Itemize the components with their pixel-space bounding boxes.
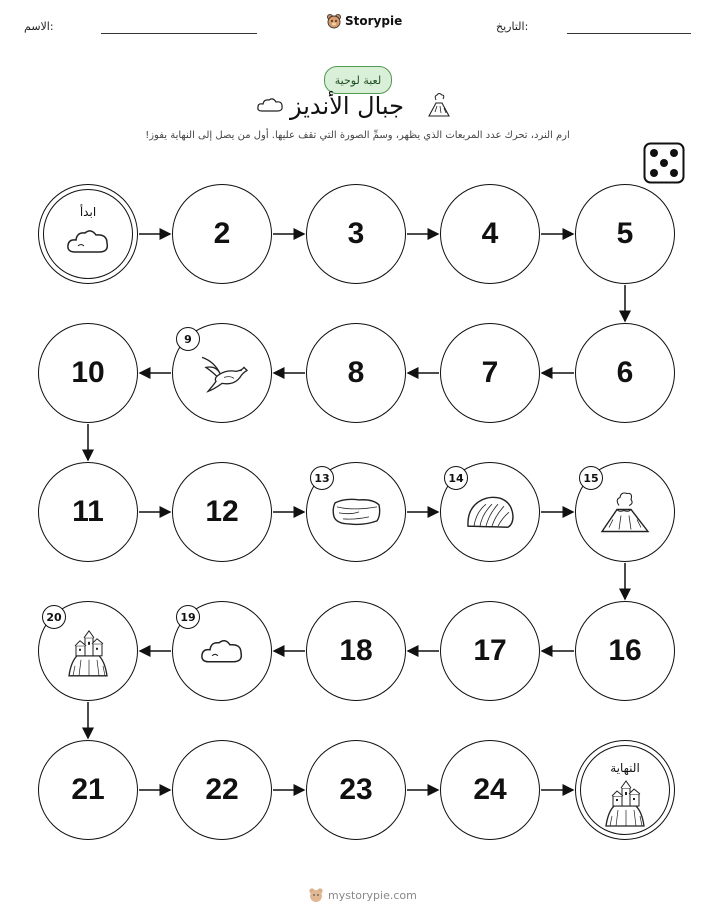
mountain-town-icon (600, 776, 650, 832)
name-label: الاسم: (24, 20, 54, 33)
page-title: جبال الأنديز (290, 92, 405, 120)
square-number: 8 (347, 356, 365, 389)
square-number-badge: 9 (176, 327, 200, 351)
cloud-icon (65, 225, 111, 261)
board-square-19 (172, 601, 272, 701)
board-square-7 (440, 323, 540, 423)
footer (308, 887, 417, 903)
square-number: 10 (71, 356, 105, 389)
bear-icon (308, 887, 324, 903)
board-square-20 (38, 601, 138, 701)
square-number-badge: 13 (310, 466, 334, 490)
square-number: 5 (616, 217, 634, 250)
board-square-11 (38, 462, 138, 562)
square-number-badge: 15 (579, 466, 603, 490)
square-number: 3 (347, 217, 365, 250)
square-number: 18 (339, 634, 373, 667)
square-number: 16 (608, 634, 642, 667)
square-number: 23 (339, 773, 373, 806)
bird-icon (194, 351, 250, 399)
date-label: التاريخ: (496, 20, 529, 33)
square-number: 17 (473, 634, 507, 667)
square-number: 7 (481, 356, 499, 389)
board-square-4 (440, 184, 540, 284)
board-square-17 (440, 601, 540, 701)
game-type-badge: لعبة لوحية (324, 66, 392, 94)
start-square (38, 184, 138, 284)
board-square-15 (575, 462, 675, 562)
board-square-2 (172, 184, 272, 284)
square-number: 2 (213, 217, 231, 250)
square-number: 22 (205, 773, 239, 806)
board-square-5 (575, 184, 675, 284)
square-number-badge: 19 (176, 605, 200, 629)
board-square-9 (172, 323, 272, 423)
volcano-icon (599, 490, 651, 540)
board-square-6 (575, 323, 675, 423)
square-number-badge: 14 (444, 466, 468, 490)
cloud-icon (199, 635, 245, 671)
board-square-21 (38, 740, 138, 840)
square-number: 21 (71, 773, 105, 806)
end-square (575, 740, 675, 840)
square-number: 11 (72, 495, 104, 528)
board-square-24 (440, 740, 540, 840)
brand-name: Storypie (345, 14, 403, 28)
board-square-22 (172, 740, 272, 840)
board-square-13 (306, 462, 406, 562)
square-number-badge: 20 (42, 605, 66, 629)
board-square-3 (306, 184, 406, 284)
instructions-text: ارم النرد، تحرك عدد المربعات الذي يظهر، وسمِّ الصورة التي تقف عليها. أول من يصل إلى النهاية يفوز! (145, 130, 570, 141)
board-square-18 (306, 601, 406, 701)
board-square-23 (306, 740, 406, 840)
stone-icon (464, 492, 516, 536)
square-number: 12 (205, 495, 239, 528)
board-square-8 (306, 323, 406, 423)
mountain-town-icon (63, 626, 113, 682)
board-square-16 (575, 601, 675, 701)
start-label: ابدأ (79, 205, 97, 219)
square-number: 4 (481, 217, 499, 250)
end-label: النهاية (610, 761, 640, 775)
rock-icon (329, 495, 383, 533)
square-number: 24 (473, 773, 507, 806)
footer-url[interactable]: mystorypie.com (328, 888, 417, 902)
board-square-14 (440, 462, 540, 562)
board-square-12 (172, 462, 272, 562)
board-square-10 (38, 323, 138, 423)
square-number: 6 (616, 356, 634, 389)
